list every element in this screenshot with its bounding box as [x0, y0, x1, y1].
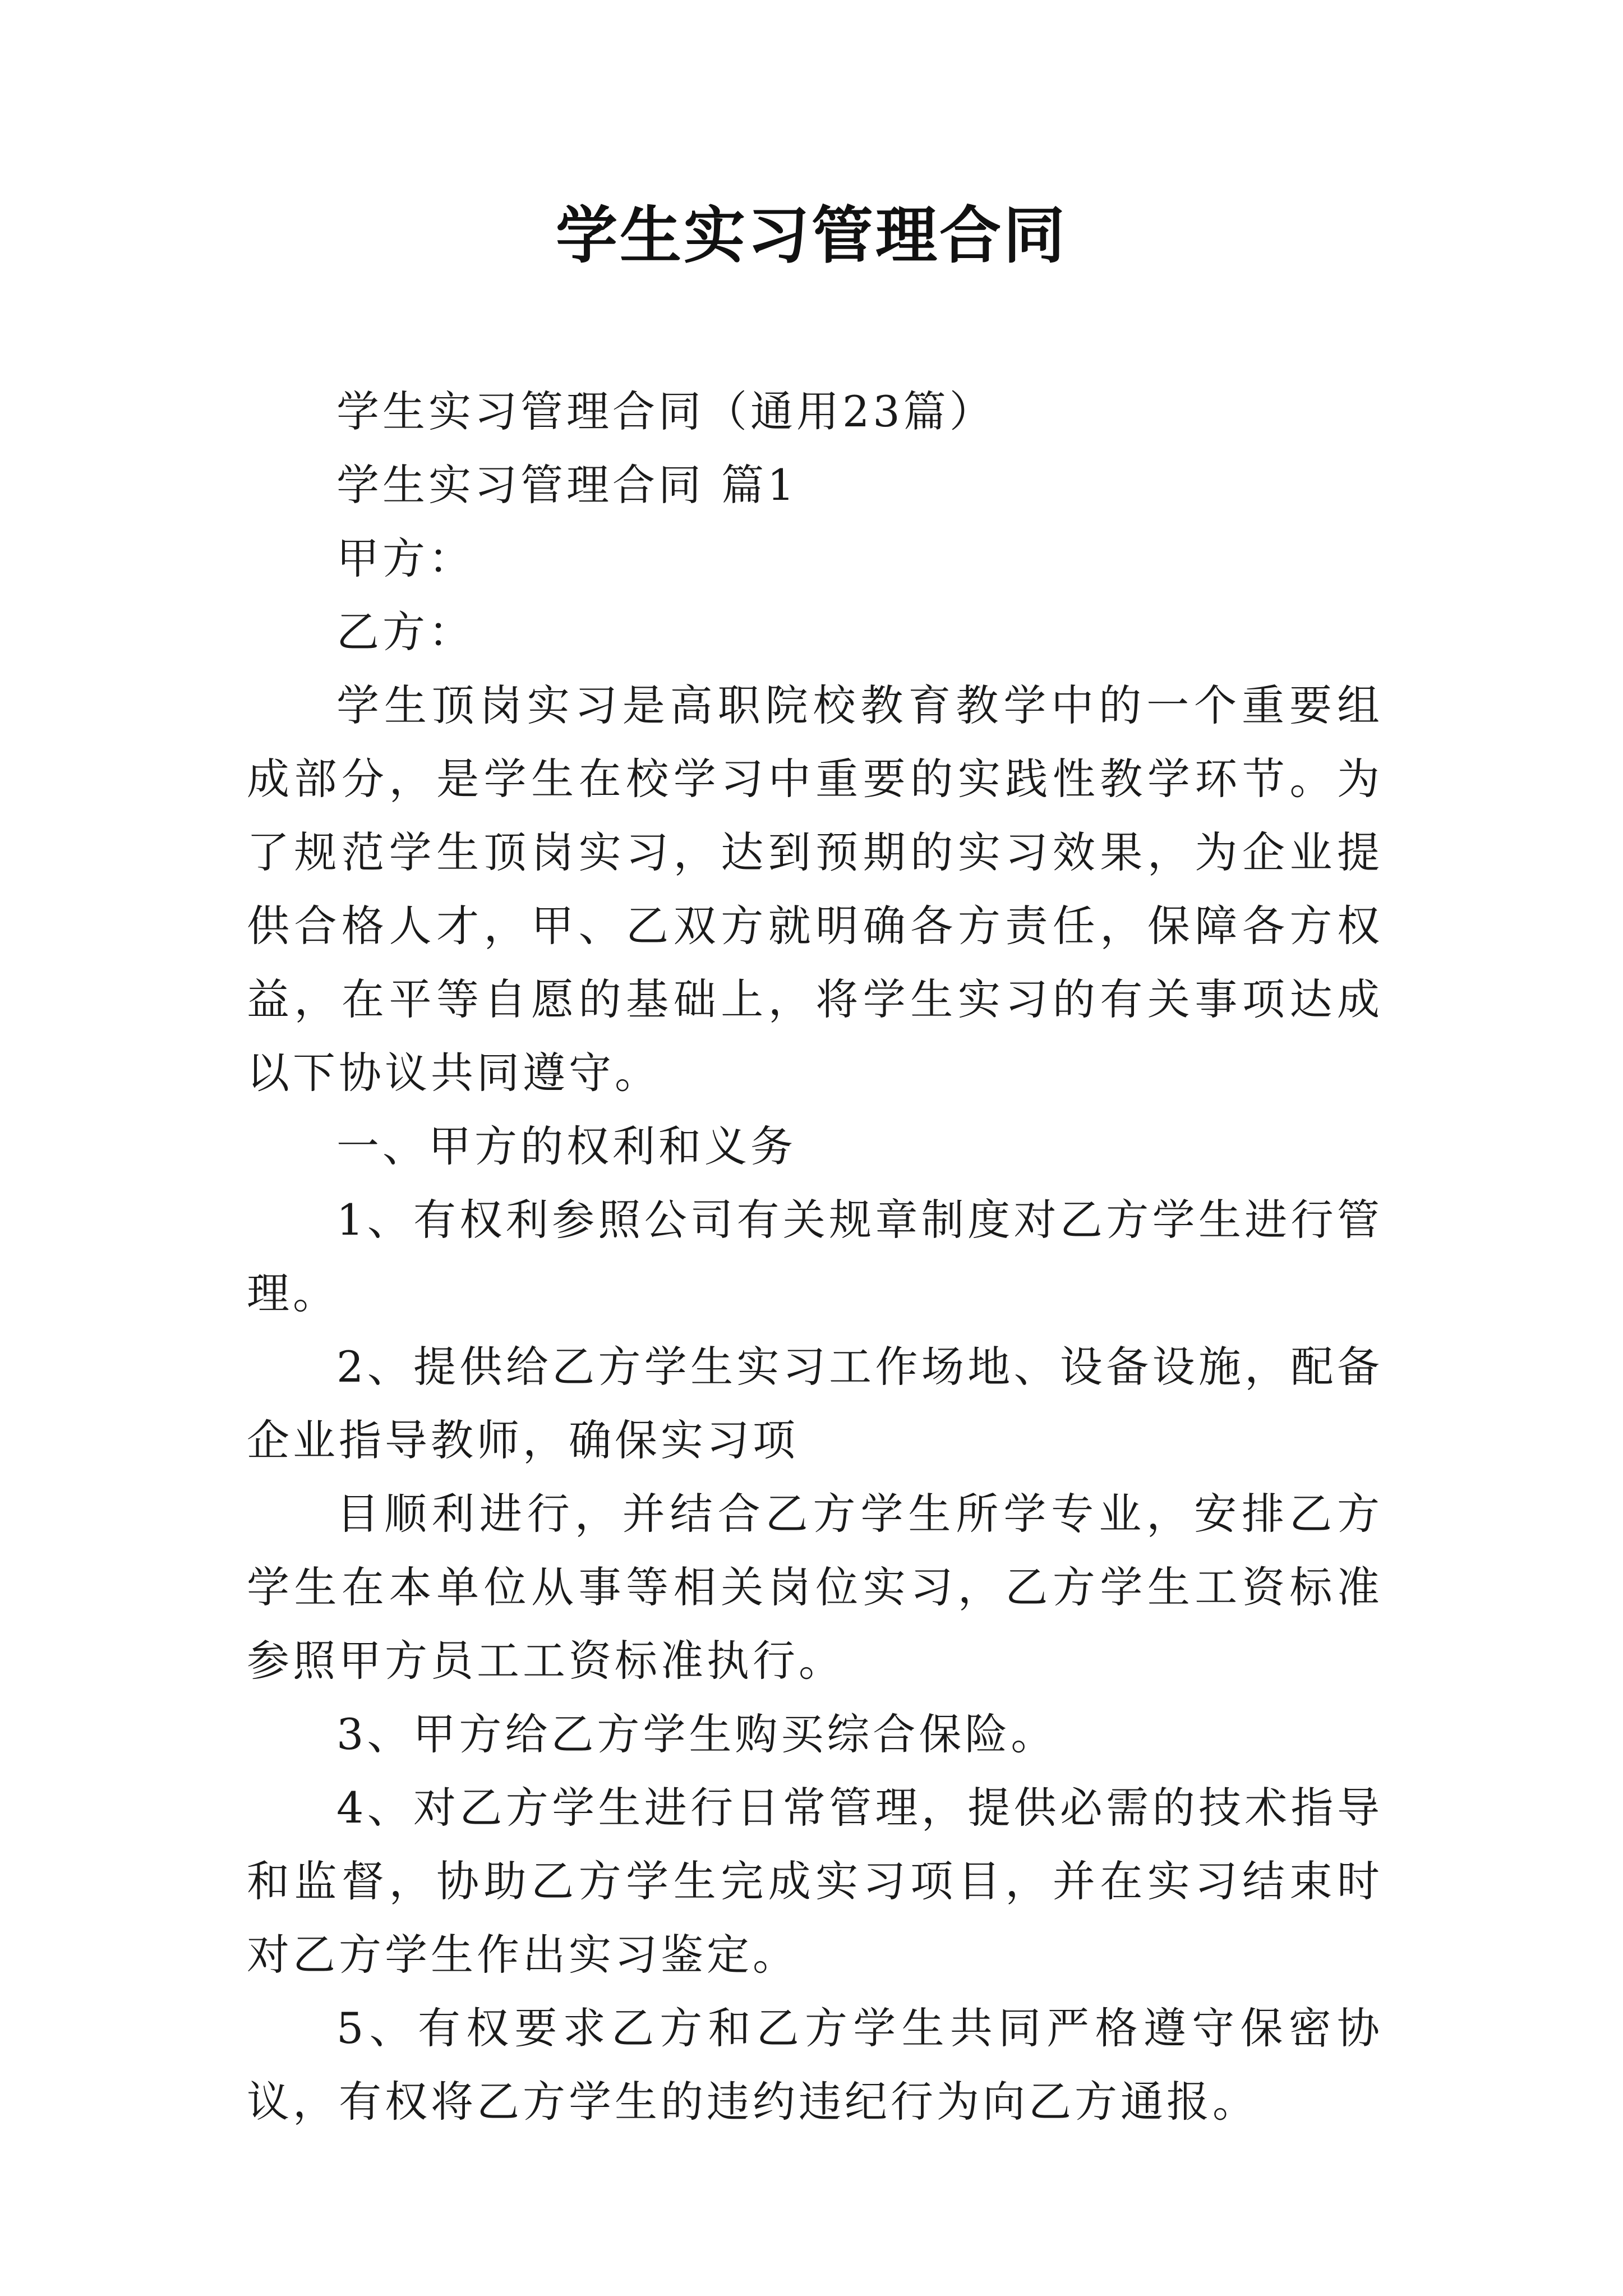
paragraph-clause-4: 4、对乙方学生进行日常管理，提供必需的技术指导和监督，协助乙方学生完成实习项目，并在实习结束时对乙方学生作出实习鉴定。 [247, 1783, 1383, 1980]
paragraph-subtitle: 学生实习管理合同（通用23篇） [336, 386, 995, 436]
paragraph-party-a: 甲方： [336, 533, 474, 583]
paragraph-clause-2: 2、提供给乙方学生实习工作场地、设备设施，配备企业指导教师，确保实习项 [247, 1342, 1383, 1465]
paragraph-clause-2-cont: 目顺利进行，并结合乙方学生所学专业，安排乙方学生在本单位从事等相关岗位实习，乙方学生工资标准参照甲方员工工资标准执行。 [247, 1489, 1383, 1686]
paragraph-party-b: 乙方： [336, 607, 474, 657]
document-title: 学生实习管理合同 [556, 199, 1067, 272]
paragraph-clause-3: 3、甲方给乙方学生购买综合保险。 [336, 1709, 1057, 1759]
paragraph-clause-heading: 一、甲方的权利和义务 [336, 1121, 796, 1171]
paragraph-clause-1: 1、有权利参照公司有关规章制度对乙方学生进行管理。 [247, 1195, 1383, 1318]
paragraph-clause-5: 5、有权要求乙方和乙方学生共同严格遵守保密协议，有权将乙方学生的违约违纪行为向乙方通报。 [247, 2003, 1383, 2127]
document-body [247, 375, 1383, 2138]
paragraph-section-heading: 学生实习管理合同 篇1 [336, 460, 798, 510]
paragraph-intro: 学生顶岗实习是高职院校教育教学中的一个重要组成部分，是学生在校学习中重要的实践性教学环节。为了规范学生顶岗实习，达到预期的实习效果，为企业提供合格人才，甲、乙双方就明确各方责任，保障各方权益，在平等自愿的基础上，将学生实习的有关事项达成以下协议共同遵守。 [247, 680, 1383, 1098]
